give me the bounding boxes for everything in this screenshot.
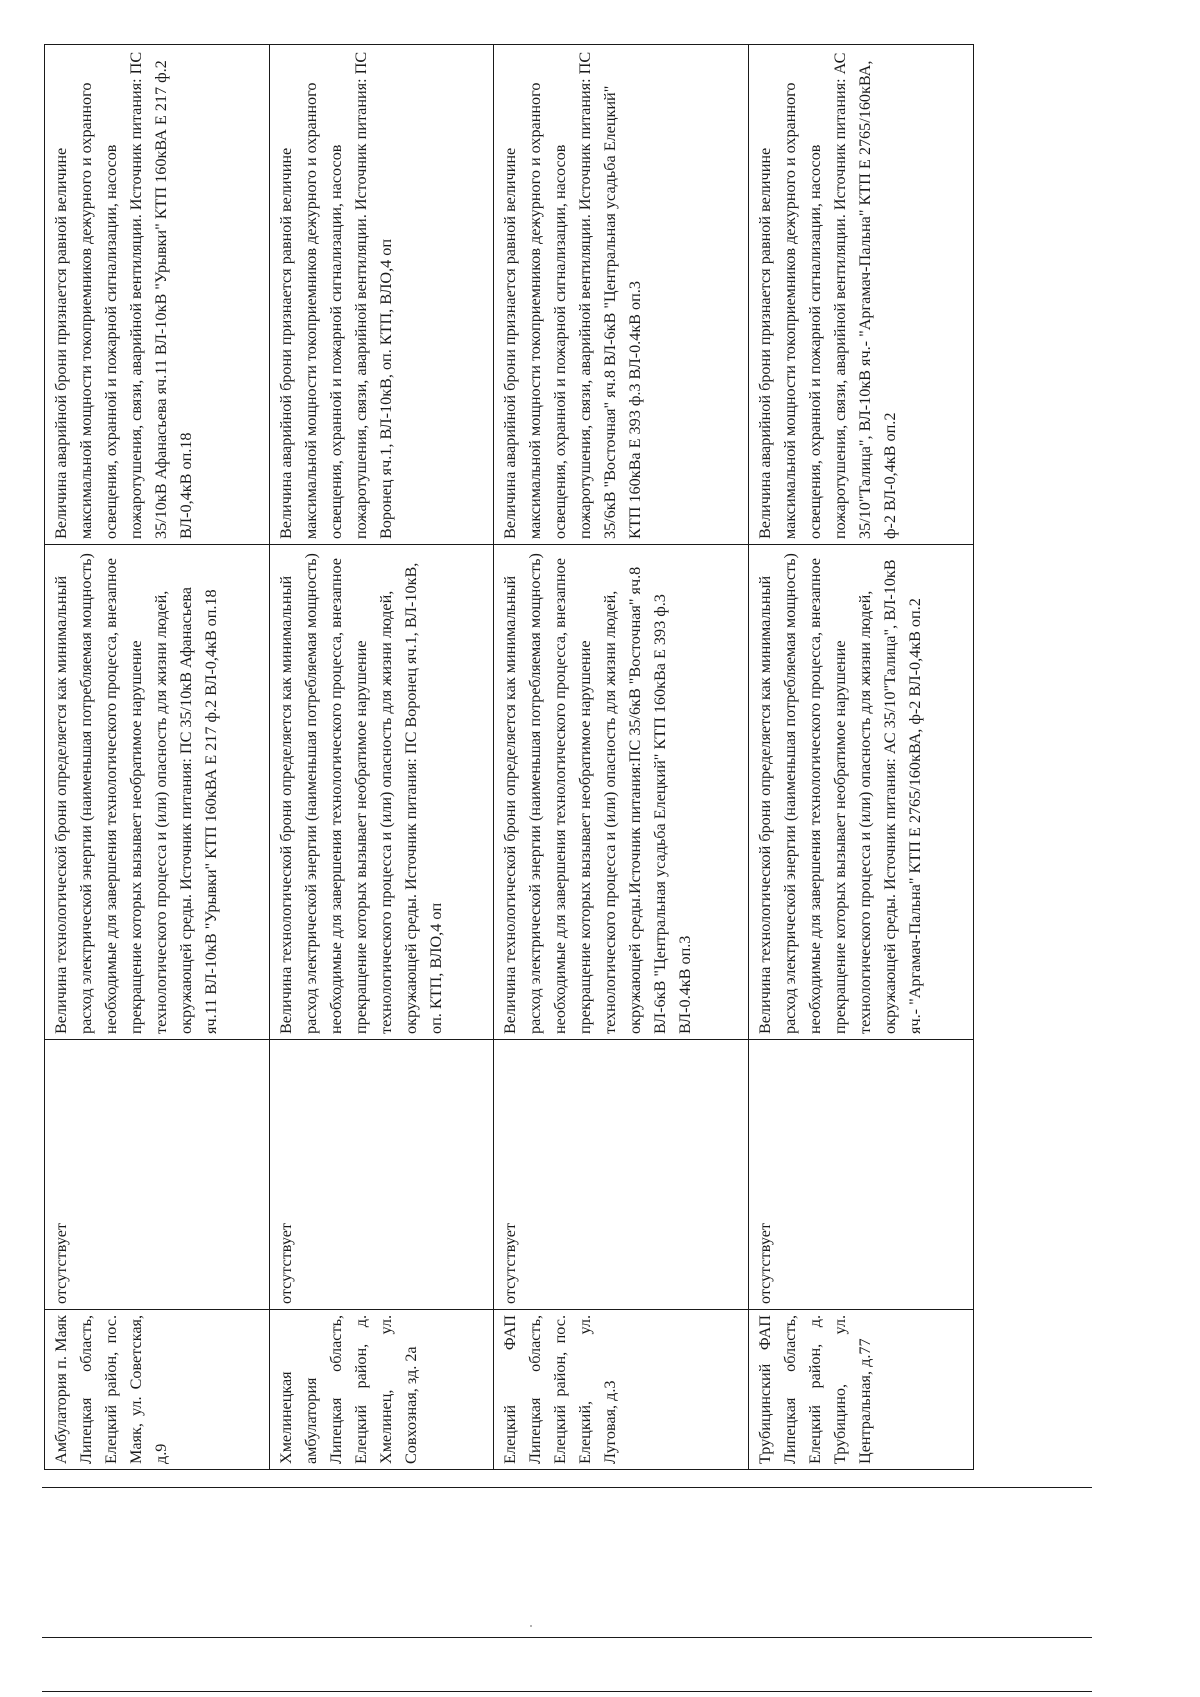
tech-reserve-text: Величина технологической брони определяется как минимальный расход электрической энергии (наименьшая потребляемая мощность) необходимые для завершения технологического процесса, внезапное прекращение которых вызывает необратимое нарушение технологического процесса и (или) опасность для жизни людей, окружающей среды. Источник питания: ПС Воронец яч.1, ВЛ-10кВ, оп. КТП, ВЛО,4 оп	[276, 553, 445, 1034]
divider-line	[42, 1691, 1092, 1692]
tech-reserve-cell	[494, 545, 749, 1040]
emergency-reserve-text: Величина аварийной брони признается равной величине максимальной мощности токоприемников дежурного и охранного освещения, охранной и пожарной сигнализации, насосов пожаротушения, связи, аварийной вентиляции. Источник питания: ПС 35/10кВ Афанасьева яч.11 ВЛ-10кВ "Урывки" КТП 160кВА Е 217 ф.2 ВЛ-0,4кВ оп.18	[52, 51, 195, 539]
status-text: отсутствует	[276, 1223, 295, 1304]
emergency-reserve-cell	[269, 45, 494, 545]
facility-text: Хмелинецкая амбулатория Липецкая область, Елецкий район, д. Хмелинец, ул. Совхозная, зд. 2а	[276, 1315, 420, 1464]
status-text: отсутствует	[52, 1223, 70, 1304]
status-text: отсутствует	[756, 1223, 775, 1304]
facility-text: Елецкий ФАП Липецкая область, Елецкий район, пос. Елецкий, ул. Луговая, д.3	[501, 1315, 620, 1464]
facility-cell	[45, 1310, 270, 1470]
tech-reserve-text: Величина технологической брони определяется как минимальный расход электрической энергии (наименьшая потребляемая мощность) необходимые для завершения технологического процесса, внезапное прекращение которых вызывает необратимое нарушение технологического процесса и (или) опасность для жизни людей, окружающей среды.Источник питания:ПС 35/6кВ "Восточная" яч.8 ВЛ-6кВ "Центральная усадьба Елецкий" КТП 160кВа Е 393 ф.3 ВЛ-0.4кВ оп.3	[501, 553, 695, 1034]
rotated-table-container	[44, 45, 974, 1470]
table-row	[494, 45, 749, 1470]
table-row	[45, 45, 270, 1470]
tech-reserve-cell	[269, 545, 494, 1040]
emergency-reserve-cell	[749, 45, 974, 545]
tech-reserve-cell	[749, 545, 974, 1040]
scan-speck	[530, 1625, 532, 1627]
facility-cell	[749, 1310, 974, 1470]
facility-cell	[269, 1310, 494, 1470]
status-cell	[749, 1040, 974, 1310]
emergency-reserve-cell	[45, 45, 270, 545]
emergency-reserve-text: Величина аварийной брони признается равной величине максимальной мощности токоприемников дежурного и охранного освещения, охранной и пожарной сигнализации, насосов пожаротушения, связи, аварийной вентиляции. Источник питания: ПС Воронец яч.1, ВЛ-10кВ, оп. КТП, ВЛО,4 оп	[276, 51, 395, 539]
table-row	[269, 45, 494, 1470]
table-row	[749, 45, 974, 1470]
status-cell	[269, 1040, 494, 1310]
emergency-reserve-text: Величина аварийной брони признается равной величине максимальной мощности токоприемников дежурного и охранного освещения, охранной и пожарной сигнализации, насосов пожаротушения, связи, аварийной вентиляции. Источник питания: АС 35/10"Талица", ВЛ-10кВ яч.- "Аргамач-Пальна" КТП Е 2765/160кВА, ф-2 ВЛ-0,4кВ оп.2	[756, 52, 900, 539]
tech-reserve-text: Величина технологической брони определяется как минимальный расход электрической энергии (наименьшая потребляемая мощность) необходимые для завершения технологического процесса, внезапное прекращение которых вызывает необратимое нарушение технологического процесса и (или) опасность для жизни людей, окружающей среды. Источник питания: ПС 35/10кВ Афанасьева яч.11 ВЛ-10кВ "Урывки" КТП 160кВА Е 217 ф.2 ВЛ-0,4кВ оп.18	[52, 553, 220, 1034]
facility-text: Трубицинский ФАП Липецкая область, Елецкий район, д. Трубицино, ул. Центральная, д.77	[756, 1315, 875, 1464]
facility-cell	[494, 1310, 749, 1470]
tech-reserve-cell	[45, 545, 270, 1040]
divider-line	[42, 1637, 1092, 1638]
facility-text: Амбулатория п. Маяк Липецкая область, Елецкий район, пос. Маяк, ул. Советская, д.9	[52, 1315, 170, 1464]
emergency-reserve-cell	[494, 45, 749, 545]
status-text: отсутствует	[501, 1223, 520, 1304]
power-reserve-table	[44, 44, 974, 1470]
status-cell	[494, 1040, 749, 1310]
tech-reserve-text: Величина технологической брони определяется как минимальный расход электрической энергии (наименьшая потребляемая мощность) необходимые для завершения технологического процесса, внезапное прекращение которых вызывает необратимое нарушение технологического процесса и (или) опасность для жизни людей, окружающей среды. Источник питания: АС 35/10"Талица", ВЛ-10кВ яч.- "Аргамач-Пальна" КТП Е 2765/160кВА, ф-2 ВЛ-0,4кВ оп.2	[756, 553, 925, 1034]
divider-line	[42, 1487, 1092, 1488]
emergency-reserve-text: Величина аварийной брони признается равной величине максимальной мощности токоприемников дежурного и охранного освещения, охранной и пожарной сигнализации, насосов пожаротушения, связи, аварийной вентиляции. Источник питания: ПС 35/6кВ "Восточная" яч.8 ВЛ-6кВ "Центральная усадьба Елецкий" КТП 160кВа Е 393 ф.3 ВЛ-0.4кВ оп.3	[501, 51, 645, 539]
status-cell	[45, 1040, 270, 1310]
